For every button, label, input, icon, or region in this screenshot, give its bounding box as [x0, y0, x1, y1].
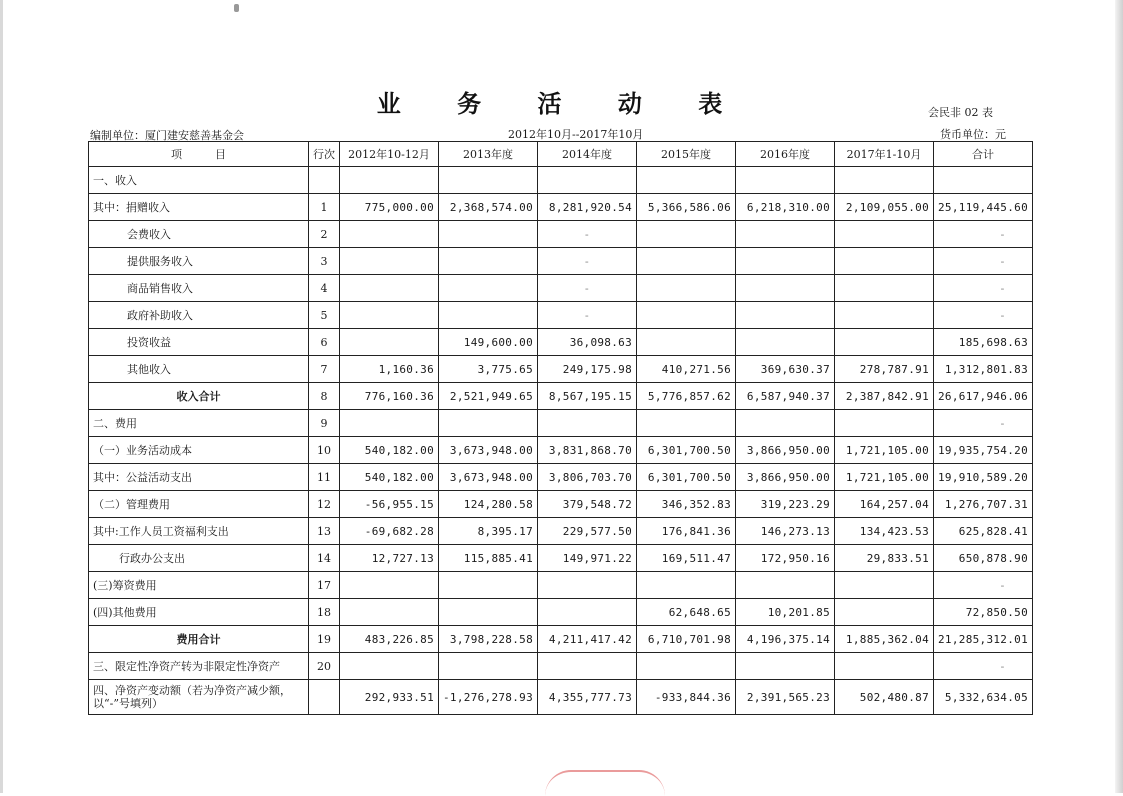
- row-value-cell: -: [934, 653, 1033, 680]
- row-value-cell: [637, 167, 736, 194]
- row-value-cell: 4,196,375.14: [736, 626, 835, 653]
- row-value-cell: [340, 275, 439, 302]
- table-row: [89, 545, 1033, 572]
- row-item-label: 其中：捐赠收入: [89, 194, 309, 221]
- row-value-cell: 185,698.63: [934, 329, 1033, 356]
- row-value-cell: 2,368,574.00: [439, 194, 538, 221]
- row-value-cell: 2,521,949.65: [439, 383, 538, 410]
- row-value-cell: 29,833.51: [835, 545, 934, 572]
- row-value-cell: 72,850.50: [934, 599, 1033, 626]
- row-value-cell: 3,806,703.70: [538, 464, 637, 491]
- row-value-cell: [538, 410, 637, 437]
- row-item-label: （二）管理费用: [89, 491, 309, 518]
- row-value-cell: 5,776,857.62: [637, 383, 736, 410]
- row-value-cell: -: [538, 275, 637, 302]
- row-value-cell: 25,119,445.60: [934, 194, 1033, 221]
- row-value-cell: [835, 653, 934, 680]
- row-line-number: 12: [309, 491, 340, 518]
- row-line-number: 11: [309, 464, 340, 491]
- table-row: [89, 356, 1033, 383]
- row-value-cell: 2,109,055.00: [835, 194, 934, 221]
- row-value-cell: 149,600.00: [439, 329, 538, 356]
- row-line-number: 18: [309, 599, 340, 626]
- row-value-cell: 775,000.00: [340, 194, 439, 221]
- table-row: [89, 464, 1033, 491]
- row-value-cell: 6,218,310.00: [736, 194, 835, 221]
- row-value-cell: 8,281,920.54: [538, 194, 637, 221]
- row-value-cell: [835, 221, 934, 248]
- row-value-cell: [439, 302, 538, 329]
- row-value-cell: [835, 572, 934, 599]
- row-value-cell: 134,423.53: [835, 518, 934, 545]
- row-value-cell: -56,955.15: [340, 491, 439, 518]
- row-value-cell: 172,950.16: [736, 545, 835, 572]
- row-value-cell: 5,366,586.06: [637, 194, 736, 221]
- row-value-cell: -: [934, 248, 1033, 275]
- row-value-cell: [538, 167, 637, 194]
- row-value-cell: 19,935,754.20: [934, 437, 1033, 464]
- row-value-cell: [835, 329, 934, 356]
- table-row: [89, 572, 1033, 599]
- row-value-cell: [835, 167, 934, 194]
- row-value-cell: 278,787.91: [835, 356, 934, 383]
- row-line-number: 6: [309, 329, 340, 356]
- row-value-cell: [835, 275, 934, 302]
- row-value-cell: 3,673,948.00: [439, 437, 538, 464]
- row-value-cell: 3,775.65: [439, 356, 538, 383]
- row-value-cell: [439, 653, 538, 680]
- row-value-cell: [637, 410, 736, 437]
- table-row: [89, 329, 1033, 356]
- row-value-cell: 625,828.41: [934, 518, 1033, 545]
- row-value-cell: 1,721,105.00: [835, 437, 934, 464]
- row-value-cell: [736, 329, 835, 356]
- row-item-label: 提供服务收入: [89, 248, 309, 275]
- row-value-cell: 1,312,801.83: [934, 356, 1033, 383]
- header-2014: 2014年度: [538, 142, 637, 167]
- row-value-cell: [835, 599, 934, 626]
- row-item-label: 会费收入: [89, 221, 309, 248]
- row-item-label: 其他收入: [89, 356, 309, 383]
- row-value-cell: [637, 248, 736, 275]
- row-value-cell: [340, 653, 439, 680]
- row-value-cell: [538, 653, 637, 680]
- row-value-cell: -: [934, 275, 1033, 302]
- row-item-label: 四、净资产变动额（若为净资产减少额，以“-”号填列）: [89, 680, 309, 715]
- header-line: 行次: [309, 142, 340, 167]
- row-line-number: 13: [309, 518, 340, 545]
- row-value-cell: -: [934, 410, 1033, 437]
- row-line-number: 1: [309, 194, 340, 221]
- row-value-cell: 5,332,634.05: [934, 680, 1033, 715]
- row-value-cell: [439, 275, 538, 302]
- row-value-cell: [934, 167, 1033, 194]
- row-line-number: 8: [309, 383, 340, 410]
- header-row: [89, 142, 1033, 167]
- row-value-cell: 19,910,589.20: [934, 464, 1033, 491]
- row-value-cell: [538, 572, 637, 599]
- table-row: [89, 626, 1033, 653]
- row-line-number: [309, 680, 340, 715]
- row-value-cell: 2,391,565.23: [736, 680, 835, 715]
- row-value-cell: 36,098.63: [538, 329, 637, 356]
- row-value-cell: [637, 572, 736, 599]
- row-line-number: 14: [309, 545, 340, 572]
- row-value-cell: 4,355,777.73: [538, 680, 637, 715]
- currency-unit: 货币单位：元: [940, 128, 1006, 141]
- row-line-number: 5: [309, 302, 340, 329]
- row-value-cell: [340, 572, 439, 599]
- row-value-cell: [736, 410, 835, 437]
- row-value-cell: [637, 275, 736, 302]
- table-row: [89, 437, 1033, 464]
- row-value-cell: 124,280.58: [439, 491, 538, 518]
- row-value-cell: [340, 221, 439, 248]
- table-row: [89, 491, 1033, 518]
- header-item: 项 目: [89, 142, 309, 167]
- row-value-cell: 6,587,940.37: [736, 383, 835, 410]
- row-value-cell: 540,182.00: [340, 464, 439, 491]
- row-item-label: (三)筹资费用: [89, 572, 309, 599]
- row-value-cell: 1,160.36: [340, 356, 439, 383]
- table-row: [89, 194, 1033, 221]
- row-value-cell: [340, 167, 439, 194]
- row-value-cell: [340, 599, 439, 626]
- row-item-label: 二、费用: [89, 410, 309, 437]
- header-2016: 2016年度: [736, 142, 835, 167]
- scan-mark: [234, 4, 239, 12]
- row-line-number: 19: [309, 626, 340, 653]
- row-value-cell: 149,971.22: [538, 545, 637, 572]
- row-line-number: 3: [309, 248, 340, 275]
- row-value-cell: 4,211,417.42: [538, 626, 637, 653]
- header-2015: 2015年度: [637, 142, 736, 167]
- row-value-cell: [835, 410, 934, 437]
- row-value-cell: [439, 599, 538, 626]
- row-item-label: 商品销售收入: [89, 275, 309, 302]
- row-value-cell: [538, 599, 637, 626]
- row-value-cell: 1,885,362.04: [835, 626, 934, 653]
- row-value-cell: 3,673,948.00: [439, 464, 538, 491]
- row-value-cell: [736, 221, 835, 248]
- row-value-cell: 776,160.36: [340, 383, 439, 410]
- row-item-label: 投资收益: [89, 329, 309, 356]
- row-value-cell: 3,866,950.00: [736, 464, 835, 491]
- row-item-label: 行政办公支出: [89, 545, 309, 572]
- row-value-cell: [736, 167, 835, 194]
- row-value-cell: [736, 302, 835, 329]
- row-value-cell: 2,387,842.91: [835, 383, 934, 410]
- row-value-cell: 483,226.85: [340, 626, 439, 653]
- row-value-cell: [736, 248, 835, 275]
- row-value-cell: -: [538, 302, 637, 329]
- table-row: [89, 410, 1033, 437]
- row-item-label: 一、收入: [89, 167, 309, 194]
- row-value-cell: [637, 653, 736, 680]
- row-value-cell: -: [934, 302, 1033, 329]
- row-value-cell: 164,257.04: [835, 491, 934, 518]
- header-2012: 2012年10-12月: [340, 142, 439, 167]
- row-value-cell: 21,285,312.01: [934, 626, 1033, 653]
- row-line-number: [309, 167, 340, 194]
- row-value-cell: [736, 572, 835, 599]
- row-value-cell: 176,841.36: [637, 518, 736, 545]
- row-value-cell: 319,223.29: [736, 491, 835, 518]
- row-value-cell: 6,301,700.50: [637, 437, 736, 464]
- row-value-cell: [637, 329, 736, 356]
- row-value-cell: 369,630.37: [736, 356, 835, 383]
- row-item-label: 费用合计: [89, 626, 309, 653]
- row-value-cell: 346,352.83: [637, 491, 736, 518]
- table-row: [89, 248, 1033, 275]
- row-item-label: 三、限定性净资产转为非限定性净资产: [89, 653, 309, 680]
- row-value-cell: [736, 653, 835, 680]
- row-value-cell: 146,273.13: [736, 518, 835, 545]
- row-value-cell: [340, 410, 439, 437]
- row-item-label: (四)其他费用: [89, 599, 309, 626]
- row-line-number: 10: [309, 437, 340, 464]
- row-value-cell: 1,721,105.00: [835, 464, 934, 491]
- row-item-label: 政府补助收入: [89, 302, 309, 329]
- table-row: [89, 275, 1033, 302]
- row-value-cell: 12,727.13: [340, 545, 439, 572]
- reporting-unit: 编制单位：厦门建安慈善基金会: [90, 129, 244, 142]
- row-item-label: 其中:工作人员工资福利支出: [89, 518, 309, 545]
- row-value-cell: 379,548.72: [538, 491, 637, 518]
- row-value-cell: -: [934, 572, 1033, 599]
- row-value-cell: 249,175.98: [538, 356, 637, 383]
- row-value-cell: -: [934, 221, 1033, 248]
- row-value-cell: -: [538, 221, 637, 248]
- row-value-cell: 502,480.87: [835, 680, 934, 715]
- row-value-cell: [835, 302, 934, 329]
- row-value-cell: [637, 221, 736, 248]
- row-line-number: 17: [309, 572, 340, 599]
- row-value-cell: [340, 248, 439, 275]
- row-line-number: 7: [309, 356, 340, 383]
- seal-stamp-fragment: [545, 770, 665, 796]
- row-value-cell: [835, 248, 934, 275]
- table-row: [89, 518, 1033, 545]
- activity-statement-table: [88, 141, 1033, 715]
- row-value-cell: [439, 221, 538, 248]
- reporting-period: 2012年10月--2017年10月: [508, 128, 644, 141]
- row-item-label: 其中：公益活动支出: [89, 464, 309, 491]
- row-item-label: 收入合计: [89, 383, 309, 410]
- row-value-cell: 650,878.90: [934, 545, 1033, 572]
- header-2017: 2017年1-10月: [835, 142, 934, 167]
- row-value-cell: 3,831,868.70: [538, 437, 637, 464]
- row-line-number: 20: [309, 653, 340, 680]
- row-item-label: （一）业务活动成本: [89, 437, 309, 464]
- row-line-number: 4: [309, 275, 340, 302]
- row-value-cell: 3,866,950.00: [736, 437, 835, 464]
- row-value-cell: [340, 302, 439, 329]
- document-title: 业 务 活 动 表: [376, 89, 747, 118]
- row-value-cell: 1,276,707.31: [934, 491, 1033, 518]
- row-value-cell: [439, 248, 538, 275]
- table-row: [89, 599, 1033, 626]
- row-value-cell: 6,710,701.98: [637, 626, 736, 653]
- row-value-cell: [439, 410, 538, 437]
- row-value-cell: 3,798,228.58: [439, 626, 538, 653]
- row-value-cell: 410,271.56: [637, 356, 736, 383]
- row-value-cell: 292,933.51: [340, 680, 439, 715]
- table-row: [89, 680, 1033, 715]
- row-value-cell: -1,276,278.93: [439, 680, 538, 715]
- row-value-cell: 115,885.41: [439, 545, 538, 572]
- form-code: 会民非 02 表: [928, 106, 993, 119]
- row-value-cell: -: [538, 248, 637, 275]
- row-value-cell: 26,617,946.06: [934, 383, 1033, 410]
- table-row: [89, 302, 1033, 329]
- row-value-cell: 62,648.65: [637, 599, 736, 626]
- row-value-cell: 540,182.00: [340, 437, 439, 464]
- table-row: [89, 653, 1033, 680]
- table-row: [89, 221, 1033, 248]
- row-value-cell: -69,682.28: [340, 518, 439, 545]
- table-row: [89, 383, 1033, 410]
- header-2013: 2013年度: [439, 142, 538, 167]
- row-line-number: 2: [309, 221, 340, 248]
- row-value-cell: [439, 167, 538, 194]
- row-value-cell: 229,577.50: [538, 518, 637, 545]
- row-value-cell: [439, 572, 538, 599]
- row-value-cell: 10,201.85: [736, 599, 835, 626]
- row-line-number: 9: [309, 410, 340, 437]
- row-value-cell: [637, 302, 736, 329]
- row-value-cell: 6,301,700.50: [637, 464, 736, 491]
- header-total: 合计: [934, 142, 1033, 167]
- row-value-cell: [340, 329, 439, 356]
- table-row: [89, 167, 1033, 194]
- row-value-cell: [736, 275, 835, 302]
- row-value-cell: 8,395.17: [439, 518, 538, 545]
- row-value-cell: -933,844.36: [637, 680, 736, 715]
- row-value-cell: 169,511.47: [637, 545, 736, 572]
- row-value-cell: 8,567,195.15: [538, 383, 637, 410]
